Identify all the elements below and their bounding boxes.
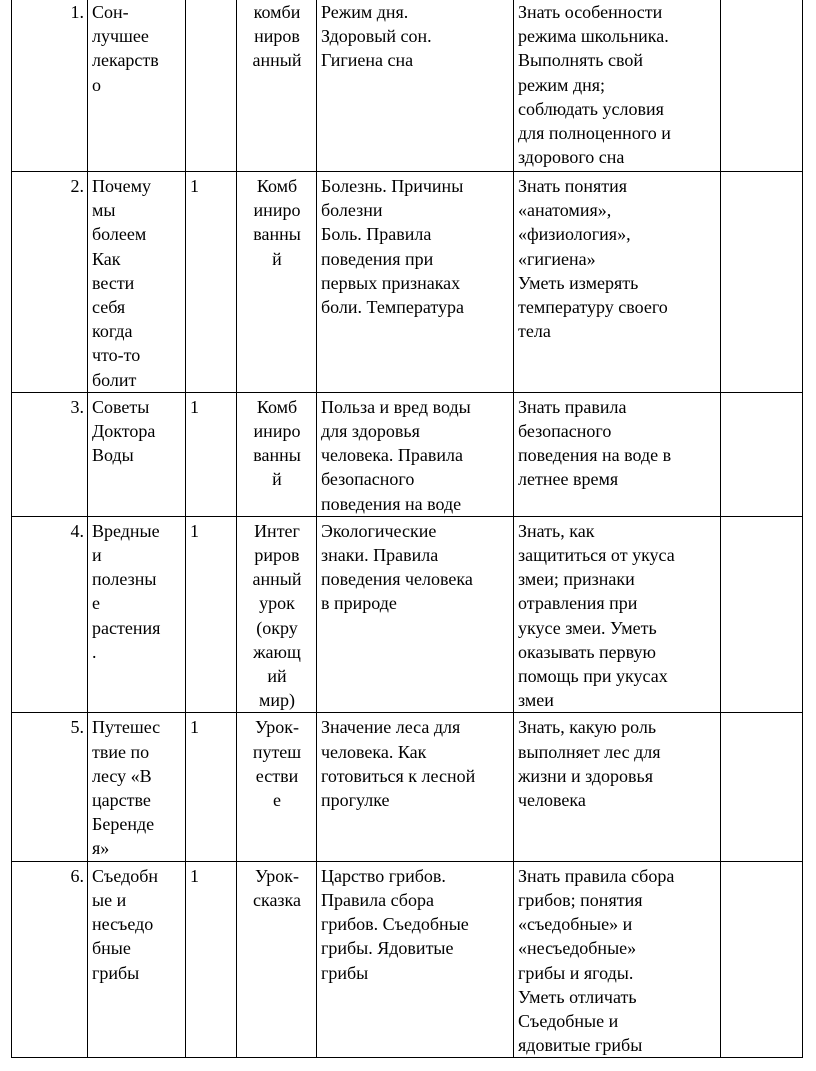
lesson-title-cell: [88, 172, 186, 393]
lesson-notes-cell: [721, 0, 803, 172]
lesson-number-cell: [12, 172, 88, 393]
lesson-number: 2.: [70, 176, 84, 196]
lesson-content-line: в природе: [321, 593, 397, 614]
lesson-skills-line: оказывать первую: [518, 641, 656, 662]
lesson-type-line: анный: [252, 50, 302, 71]
lesson-skills-line: змеи; признаки: [518, 569, 635, 590]
table-row: [12, 392, 803, 516]
lesson-title-line: е: [92, 593, 100, 614]
lesson-type-cell: [237, 713, 317, 861]
lesson-title-line: о: [92, 74, 101, 95]
lesson-content-line: человека. Правила: [321, 445, 463, 466]
lesson-skills-line: соблюдать условия: [518, 98, 664, 119]
lesson-skills-cell: [514, 0, 721, 172]
lesson-content-line: грибы: [321, 962, 369, 983]
lesson-type-cell: [237, 172, 317, 393]
lesson-title-line: что-то: [92, 345, 141, 366]
lesson-title-line: Доктора: [92, 421, 156, 442]
lesson-skills-line: укусе змеи. Уметь: [518, 617, 657, 638]
lesson-title-line: лекарств: [92, 50, 159, 71]
lesson-skills-line: выполняет лес для: [518, 741, 661, 762]
table-row: [12, 861, 803, 1058]
lesson-type-line: Урок-: [255, 717, 299, 738]
lesson-type-line: (окру: [256, 617, 298, 638]
lesson-skills-line: жизни и здоровья: [518, 765, 654, 786]
lesson-skills-line: температуру своего: [518, 297, 668, 318]
lesson-type-line: Интег: [254, 520, 300, 541]
lesson-type-line: Комб: [256, 176, 298, 196]
lesson-type-line: й: [272, 248, 282, 269]
lesson-title-line: болит: [92, 369, 137, 390]
lesson-content-line: Боль. Правила: [321, 224, 432, 245]
lesson-hours: 1: [190, 176, 199, 196]
lesson-hours: 1: [190, 520, 199, 541]
lesson-title-line: ые и: [92, 889, 127, 910]
lesson-content-line: Царство грибов.: [321, 865, 446, 886]
lesson-skills-line: Знать, какую роль: [518, 717, 657, 738]
lesson-type-line: е: [273, 790, 281, 811]
lesson-number: 5.: [70, 717, 84, 738]
lesson-skills-line: «физиология»,: [518, 224, 631, 245]
lesson-title-line: себя: [92, 297, 126, 318]
lesson-title-line: несъедо: [92, 914, 154, 935]
lesson-hours-cell: [186, 713, 237, 861]
lesson-skills-line: Уметь измерять: [518, 272, 639, 293]
lesson-skills-line: «съедобные» и: [518, 914, 633, 935]
lesson-type-line: путеш: [252, 741, 302, 762]
lesson-type-line: й: [272, 469, 282, 490]
lesson-content-line: знаки. Правила: [321, 545, 439, 566]
table-row: [12, 172, 803, 393]
lesson-type-line: мир): [258, 690, 296, 711]
lesson-skills-line: защититься от укуса: [518, 545, 675, 566]
lesson-title-line: бные: [92, 938, 131, 959]
lesson-type-line: жающ: [253, 641, 301, 662]
lesson-content-line: Экологические: [321, 520, 437, 541]
lesson-title-line: и: [92, 545, 102, 566]
table-row: [12, 0, 803, 172]
lesson-type-line: ванны: [253, 224, 301, 245]
lesson-skills-line: Выполнять свой: [518, 50, 643, 71]
lesson-content-line: грибы. Ядовитые: [321, 938, 454, 959]
lesson-title-line: я»: [92, 838, 110, 859]
lesson-title-line: твие по: [92, 741, 150, 762]
lesson-notes-cell: [721, 172, 803, 393]
lesson-content-line: Гигиена сна: [321, 50, 414, 71]
lesson-skills-line: для полноценного и: [518, 123, 671, 144]
lesson-title-line: Как: [92, 248, 121, 269]
lesson-content-line: безопасного: [321, 469, 415, 490]
lesson-content-cell: [317, 172, 514, 393]
lesson-type-cell: [237, 861, 317, 1058]
lesson-skills-cell: [514, 861, 721, 1058]
lesson-title-line: царстве: [92, 790, 151, 811]
lesson-skills-line: Знать правила: [518, 396, 627, 417]
lesson-content-line: прогулке: [321, 790, 390, 811]
lesson-skills-cell: [514, 392, 721, 516]
lesson-content-line: Болезнь. Причины: [321, 176, 464, 196]
table-row: [12, 713, 803, 861]
lesson-skills-line: «гигиена»: [518, 248, 596, 269]
lesson-hours-cell: [186, 516, 237, 713]
lesson-skills-cell: [514, 172, 721, 393]
lesson-type-line: сказка: [252, 889, 302, 910]
lesson-title-line: полезны: [92, 569, 157, 590]
lesson-skills-line: режим дня;: [518, 74, 606, 95]
lesson-skills-line: ядовитые грибы: [518, 1035, 643, 1056]
lesson-content-line: поведения при: [321, 248, 434, 269]
lesson-skills-cell: [514, 516, 721, 713]
lesson-content-cell: [317, 861, 514, 1058]
lesson-type-line: естви: [255, 765, 299, 786]
lesson-type-cell: [237, 392, 317, 516]
lesson-title-line: когда: [92, 321, 133, 342]
lesson-skills-line: «анатомия»,: [518, 200, 612, 221]
lesson-content-line: Правила сбора: [321, 889, 434, 910]
lesson-type-line: комби: [253, 2, 301, 22]
table-row: [12, 516, 803, 713]
lesson-title-cell: [88, 713, 186, 861]
lesson-number-cell: [12, 713, 88, 861]
lesson-skills-line: безопасного: [518, 421, 612, 442]
lesson-number-cell: [12, 392, 88, 516]
lesson-skills-line: Уметь отличать: [518, 986, 637, 1007]
lesson-title-line: Съедобн: [92, 865, 159, 886]
lesson-number: 4.: [70, 520, 84, 541]
lesson-title-cell: [88, 516, 186, 713]
lesson-content-cell: [317, 392, 514, 516]
lesson-content-line: грибов. Съедобные: [321, 914, 469, 935]
lesson-hours-cell: [186, 0, 237, 172]
lesson-number-cell: [12, 861, 88, 1058]
lesson-content-line: первых признаках: [321, 272, 461, 293]
lesson-plan-table: [11, 0, 803, 1058]
lesson-skills-line: отравления при: [518, 593, 638, 614]
lesson-notes-cell: [721, 713, 803, 861]
lesson-notes-cell: [721, 392, 803, 516]
lesson-title-line: Сон-: [92, 2, 129, 22]
lesson-number-cell: [12, 0, 88, 172]
lesson-hours-cell: [186, 861, 237, 1058]
lesson-type-line: ванны: [253, 445, 301, 466]
lesson-content-line: Здоровый сон.: [321, 26, 432, 47]
lesson-title-line: болеем: [92, 224, 147, 245]
lesson-content-line: Режим дня.: [321, 2, 409, 22]
lesson-title-line: грибы: [92, 962, 140, 983]
lesson-title-line: лесу «В: [92, 765, 152, 786]
lesson-notes-cell: [721, 861, 803, 1058]
lesson-content-line: для здоровья: [321, 421, 420, 442]
lesson-skills-line: помощь при укусах: [518, 666, 668, 687]
lesson-content-cell: [317, 516, 514, 713]
lesson-content-line: поведения на воде: [321, 493, 462, 514]
lesson-title-line: Воды: [92, 445, 134, 466]
lesson-hours: 1: [190, 717, 199, 738]
lesson-content-line: поведения человека: [321, 569, 473, 590]
lesson-title-cell: [88, 392, 186, 516]
lesson-skills-line: Знать понятия: [518, 176, 628, 196]
lesson-content-line: болезни: [321, 200, 383, 221]
lesson-number: 3.: [70, 396, 84, 417]
lesson-plan-body: [12, 0, 803, 1058]
lesson-title-cell: [88, 0, 186, 172]
lesson-content-cell: [317, 713, 514, 861]
lesson-skills-line: грибы и ягоды.: [518, 962, 634, 983]
lesson-skills-cell: [514, 713, 721, 861]
lesson-type-line: анный: [252, 569, 302, 590]
lesson-title-cell: [88, 861, 186, 1058]
lesson-content-cell: [317, 0, 514, 172]
lesson-skills-line: змеи: [518, 690, 554, 711]
lesson-title-line: Вредные: [92, 520, 160, 541]
lesson-hours-cell: [186, 172, 237, 393]
lesson-type-line: иниро: [253, 421, 301, 442]
lesson-title-line: мы: [92, 200, 116, 221]
lesson-content-line: боли. Температура: [321, 297, 464, 318]
lesson-type-line: урок: [259, 593, 295, 614]
lesson-skills-line: летнее время: [518, 469, 619, 490]
lesson-skills-line: тела: [518, 321, 551, 342]
lesson-title-line: .: [92, 641, 97, 662]
lesson-number: 6.: [70, 865, 84, 886]
lesson-hours: 1: [190, 865, 199, 886]
lesson-skills-line: человека: [518, 790, 586, 811]
lesson-content-line: Значение леса для: [321, 717, 461, 738]
lesson-title-line: лучшее: [92, 26, 149, 47]
lesson-type-cell: [237, 516, 317, 713]
lesson-notes-cell: [721, 516, 803, 713]
lesson-title-line: Советы: [92, 396, 150, 417]
lesson-skills-line: Съедобные и: [518, 1010, 619, 1031]
lesson-skills-line: поведения на воде в: [518, 445, 672, 466]
lesson-type-line: риров: [254, 545, 300, 566]
lesson-skills-line: Знать, как: [518, 520, 595, 541]
lesson-skills-line: Знать правила сбора: [518, 865, 675, 886]
lesson-type-line: иниро: [253, 200, 301, 221]
lesson-content-line: человека. Как: [321, 741, 427, 762]
lesson-hours: 1: [190, 396, 199, 417]
lesson-skills-line: грибов; понятия: [518, 889, 643, 910]
lesson-content-line: готовиться к лесной: [321, 765, 476, 786]
lesson-type-line: Комб: [256, 396, 298, 417]
lesson-content-line: Польза и вред воды: [321, 396, 471, 417]
lesson-skills-line: здорового сна: [518, 147, 625, 168]
lesson-title-line: растения: [92, 617, 161, 638]
lesson-title-line: Путешес: [92, 717, 161, 738]
lesson-number-cell: [12, 516, 88, 713]
lesson-type-line: ниров: [254, 26, 300, 47]
lesson-hours-cell: [186, 392, 237, 516]
lesson-title-line: Почему: [92, 176, 151, 196]
lesson-title-line: Беренде: [92, 814, 155, 835]
lesson-skills-line: «несъедобные»: [518, 938, 637, 959]
lesson-type-line: Урок-: [255, 865, 299, 886]
lesson-skills-line: режима школьника.: [518, 26, 669, 47]
lesson-skills-line: Знать особенности: [518, 2, 663, 22]
lesson-title-line: вести: [92, 272, 135, 293]
lesson-type-line: ий: [267, 666, 287, 687]
lesson-type-cell: [237, 0, 317, 172]
lesson-number: 1.: [70, 2, 84, 22]
